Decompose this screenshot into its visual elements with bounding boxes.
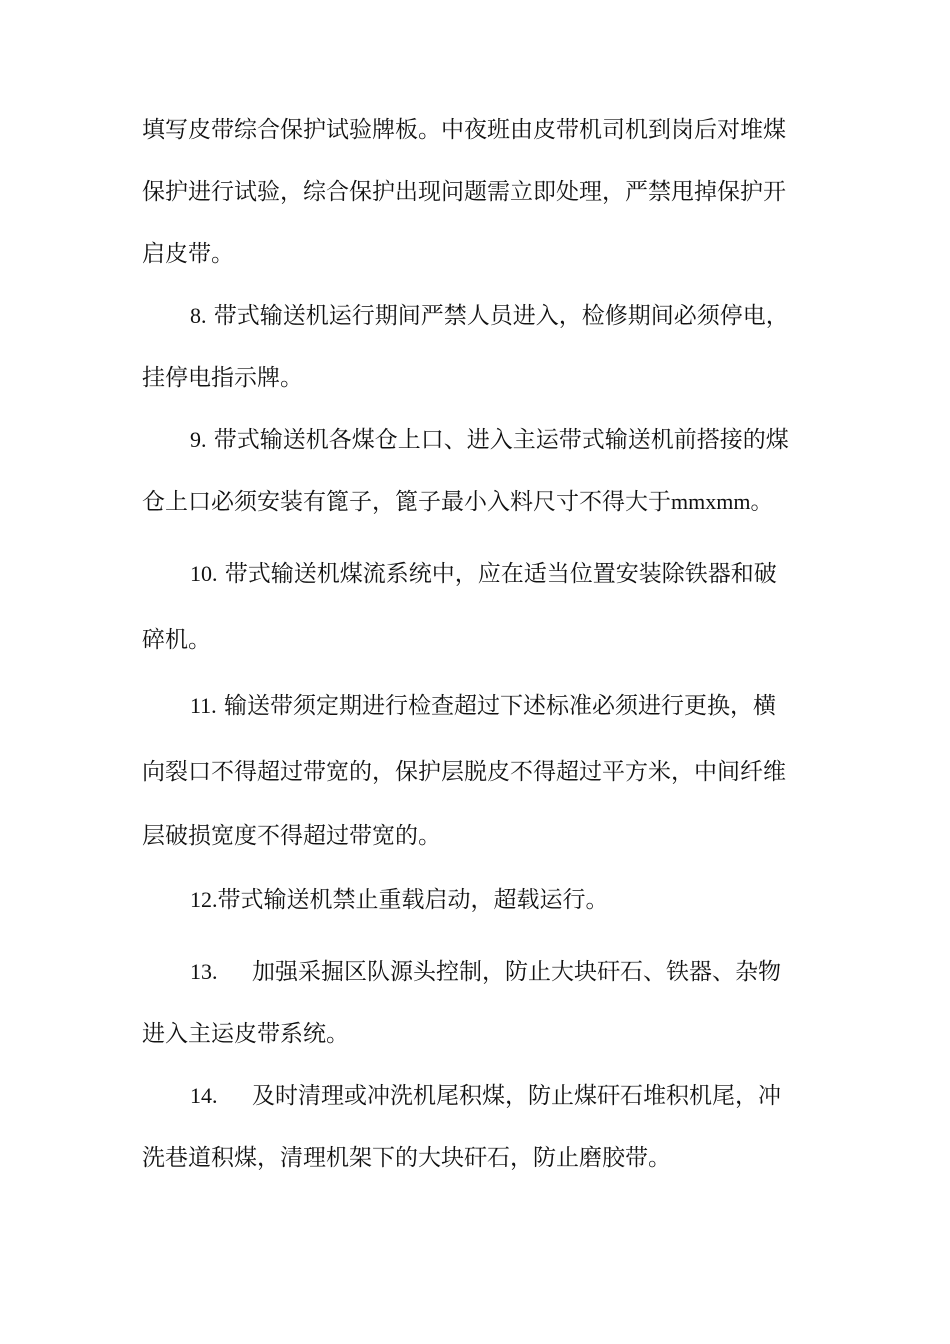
- paragraph-13-line-2: [142, 1014, 812, 1054]
- paragraph-14-line-2: [142, 1138, 812, 1178]
- paragraph-10-text-1: 带式输送机煤流系统中，应在适当位置安装除铁器和破: [217, 561, 777, 587]
- paragraph-9-text-2: 仓上口必须安装有篦子，篦子最小入料尺寸不得大于: [142, 489, 671, 515]
- paragraph-8-text-1: 带式输送机运行期间严禁人员进入，检修期间必须停电，: [206, 303, 789, 329]
- paragraph-9-line-1: [190, 420, 812, 460]
- paragraph-7-text-1: 填写皮带综合保护试验牌板。中夜班由皮带机司机到岗后对堆煤: [142, 117, 786, 143]
- paragraph-12-line-1: [190, 880, 812, 920]
- paragraph-10-line-2: [142, 620, 812, 660]
- paragraph-7-line-3: [142, 234, 812, 274]
- paragraph-9-number: 9.: [190, 427, 207, 452]
- paragraph-11-line-2: [142, 752, 812, 792]
- paragraph-8-line-2: [142, 358, 812, 398]
- paragraph-13-line-1: [190, 952, 812, 992]
- paragraph-9-text-1: 带式输送机各煤仓上口、进入主运带式输送机前搭接的煤: [206, 427, 789, 453]
- paragraph-11-line-1: [190, 686, 812, 726]
- paragraph-13-text-2: 进入主运皮带系统。: [142, 1021, 349, 1047]
- paragraph-10-line-1: [190, 554, 812, 594]
- paragraph-8-line-1: [190, 296, 812, 336]
- paragraph-7-text-3: 启皮带。: [142, 241, 234, 267]
- paragraph-8-number: 8.: [190, 303, 207, 328]
- paragraph-14-text-1: 及时清理或冲洗机尾积煤，防止煤矸石堆积机尾，冲: [252, 1083, 781, 1109]
- paragraph-10-number: 10.: [190, 561, 218, 586]
- paragraph-11-line-3: [142, 816, 812, 856]
- paragraph-7-line-1: [142, 110, 812, 150]
- paragraph-13-text-1: 加强采掘区队源头控制，防止大块矸石、铁器、杂物: [252, 959, 781, 985]
- paragraph-11-number: 11.: [190, 693, 217, 718]
- paragraph-10-text-2: 碎机。: [142, 627, 211, 653]
- paragraph-8-text-2: 挂停电指示牌。: [142, 365, 303, 391]
- paragraph-11-text-3: 层破损宽度不得超过带宽的。: [142, 823, 441, 849]
- paragraph-13-number: 13.: [190, 959, 218, 984]
- paragraph-9-line-2: [142, 482, 812, 522]
- paragraph-14-number: 14.: [190, 1083, 218, 1108]
- paragraph-11-text-1: 输送带须定期进行检查超过下述标准必须进行更换，横: [216, 693, 776, 719]
- paragraph-14-text-2: 洗巷道积煤，清理机架下的大块矸石，防止磨胶带。: [142, 1145, 671, 1171]
- paragraph-11-text-2: 向裂口不得超过带宽的，保护层脱皮不得超过平方米，中间纤维: [142, 759, 786, 785]
- paragraph-7-line-2: [142, 172, 812, 212]
- paragraph-9-unit: mmxmm。: [671, 489, 773, 514]
- paragraph-14-line-1: [190, 1076, 812, 1116]
- paragraph-12-text-1: 带式输送机禁止重载启动，超载运行。: [217, 887, 609, 913]
- paragraph-7-text-2: 保护进行试验，综合保护出现问题需立即处理，严禁甩掉保护开: [142, 179, 786, 205]
- paragraph-12-number: 12.: [190, 887, 218, 912]
